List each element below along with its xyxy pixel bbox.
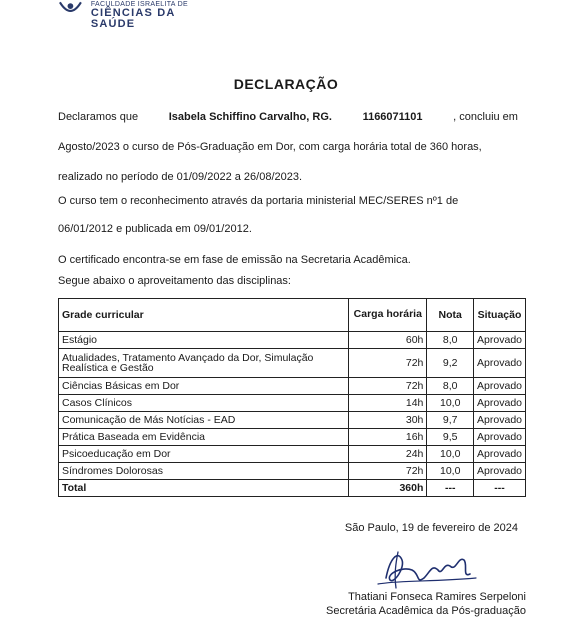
cell-disciplina: Atualidades, Tratamento Avançado da Dor, Simulação Realística e Gestão — [59, 349, 349, 378]
signer-name: Thatiani Fonseca Ramires Serpeloni — [348, 591, 526, 603]
header-carga: Carga horária — [349, 299, 427, 332]
table-row — [59, 429, 526, 446]
paragraph-certificate: O certificado encontra-se em fase de emissão na Secretaria Acadêmica. — [58, 254, 411, 266]
recognition-line2: 06/01/2012 e publicada em 09/01/2012. — [58, 223, 252, 235]
recognition-line1: O curso tem o reconhecimento através da portaria ministerial MEC/SERES nº1 de — [58, 195, 459, 207]
cell-nota: 9,2 — [427, 349, 474, 378]
table-row — [59, 395, 526, 412]
logo-line2: CIÊNCIAS DA SAÚDE — [90, 7, 176, 30]
cell-situacao: Aprovado — [474, 378, 526, 395]
grade-table-header — [59, 299, 526, 332]
cell-nota: 9,5 — [427, 429, 474, 446]
cell-nota: 8,0 — [427, 378, 474, 395]
cell-disciplina: Psicoeducação em Dor — [59, 446, 349, 463]
table-row — [59, 378, 526, 395]
student-rg: 1166071101 — [362, 111, 423, 123]
student-name: Isabela Schiffino Carvalho, RG. — [168, 111, 332, 123]
cell-disciplina: Casos Clínicos — [59, 395, 349, 412]
total-label: Total — [59, 480, 349, 497]
declaration-concluded: , concluiu em — [453, 111, 518, 123]
declaration-line3: realizado no período de 01/09/2022 a 26/08/2023. — [58, 171, 303, 183]
cell-carga: 16h — [349, 429, 427, 446]
cell-nota: 10,0 — [427, 446, 474, 463]
handwritten-signature — [372, 544, 482, 592]
declaration-line2: Agosto/2023 o curso de Pós-Graduação em Dor, com carga horária total de 360 horas, — [58, 141, 482, 153]
total-situacao: --- — [474, 480, 526, 497]
cell-nota: 10,0 — [427, 463, 474, 480]
institution-logo — [58, 0, 218, 30]
paragraph-performance: Segue abaixo o aproveitamento das disciplinas: — [58, 275, 291, 287]
cell-situacao: Aprovado — [474, 395, 526, 412]
cell-carga: 30h — [349, 412, 427, 429]
signer-block — [326, 590, 526, 619]
cell-nota: 8,0 — [427, 332, 474, 349]
logo-emblem-icon — [58, 0, 83, 18]
table-row — [59, 412, 526, 429]
table-row — [59, 463, 526, 480]
cell-situacao: Aprovado — [474, 463, 526, 480]
cell-disciplina: Estágio — [59, 332, 349, 349]
paragraph-recognition — [58, 196, 518, 235]
grade-table — [58, 298, 526, 497]
cell-disciplina: Ciências Básicas em Dor — [59, 378, 349, 395]
cell-disciplina: Comunicação de Más Notícias - EAD — [59, 412, 349, 429]
paragraph-declaration — [58, 112, 518, 202]
cell-nota: 10,0 — [427, 395, 474, 412]
document-date: São Paulo, 19 de fevereiro de 2024 — [344, 522, 518, 534]
cell-situacao: Aprovado — [474, 446, 526, 463]
cell-situacao: Aprovado — [474, 332, 526, 349]
cell-carga: 72h — [349, 349, 427, 378]
cell-nota: 9,7 — [427, 412, 474, 429]
header-nota: Nota — [427, 299, 474, 332]
total-nota: --- — [427, 480, 474, 497]
logo-line1: FACULDADE ISRAELITA DE — [90, 1, 188, 8]
cell-carga: 72h — [349, 463, 427, 480]
cell-carga: 72h — [349, 378, 427, 395]
cell-disciplina: Síndromes Dolorosas — [59, 463, 349, 480]
cell-carga: 14h — [349, 395, 427, 412]
document-title: DECLARAÇÃO — [233, 76, 339, 92]
cell-situacao: Aprovado — [474, 412, 526, 429]
table-row — [59, 349, 526, 378]
table-total-row — [59, 480, 526, 497]
cell-carga: 24h — [349, 446, 427, 463]
declaration-intro: Declaramos que — [58, 111, 139, 123]
table-row — [59, 446, 526, 463]
cell-carga: 60h — [349, 332, 427, 349]
cell-situacao: Aprovado — [474, 429, 526, 446]
table-row — [59, 332, 526, 349]
header-situacao: Situação — [474, 299, 526, 332]
total-carga: 360h — [349, 480, 427, 497]
cell-situacao: Aprovado — [474, 349, 526, 378]
header-disciplina: Grade curricular — [59, 299, 349, 332]
cell-disciplina: Prática Baseada em Evidência — [59, 429, 349, 446]
signer-role: Secretária Acadêmica da Pós-graduação — [326, 605, 526, 618]
